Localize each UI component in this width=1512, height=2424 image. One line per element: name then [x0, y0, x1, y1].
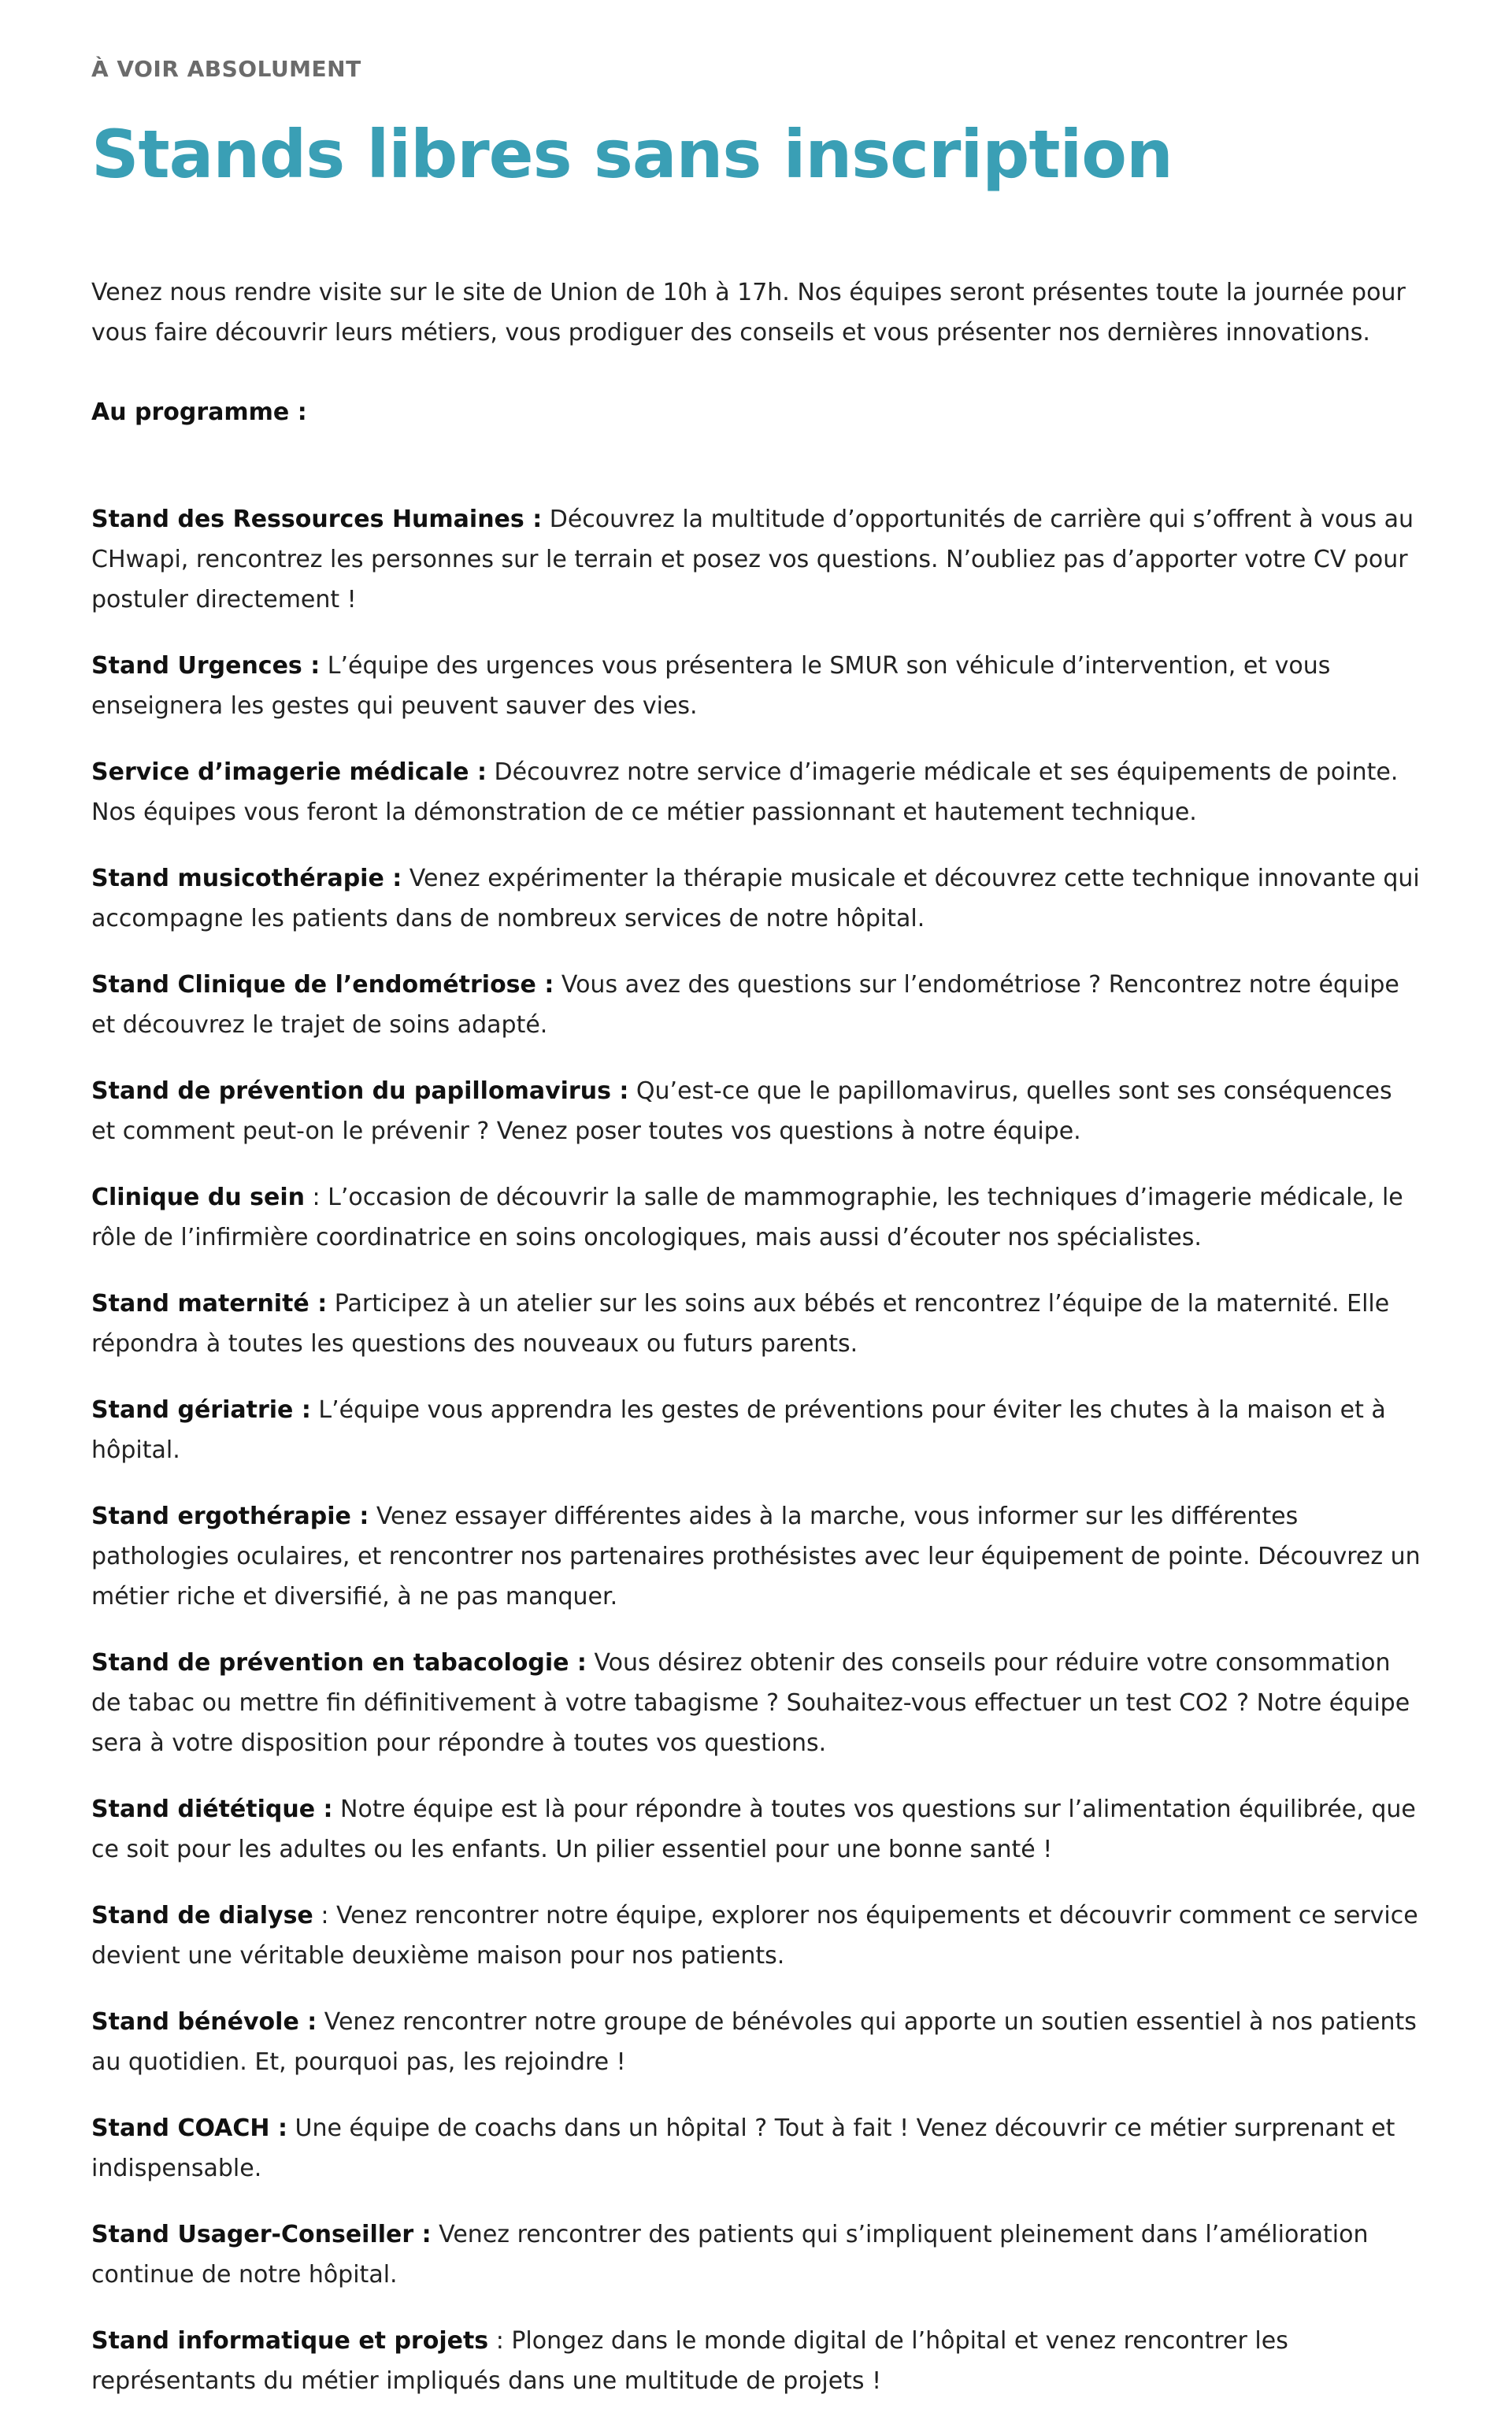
program-heading: Au programme :: [91, 398, 307, 426]
stand-item: [91, 965, 1421, 1045]
stand-list: [91, 499, 1421, 2401]
stand-item: [91, 2002, 1421, 2082]
stand-description: Découvrez la multitude d’opportunités de carrière qui s’offrent à vous au CHwapi, rencontrez les personnes sur le terrain et posez vos questions. N’oubliez pas d’apporter votre CV pour postuler directement !: [91, 506, 1414, 613]
stand-item: [91, 1390, 1421, 1470]
stand-name: Stand diététique :: [91, 1796, 333, 1823]
stand-name: Stand Usager-Conseiller :: [91, 2221, 432, 2248]
stand-item: [91, 2108, 1421, 2189]
stand-name: Stand Urgences :: [91, 652, 321, 680]
stand-name: Stand de dialyse: [91, 1902, 313, 1929]
stand-description: Participez à un atelier sur les soins aux bébés et rencontrez l’équipe de la maternité. Elle répondra à toutes les questions des nouveaux ou futurs parents.: [91, 1290, 1390, 1358]
stand-item: [91, 1177, 1421, 1258]
stand-description: Notre équipe est là pour répondre à toutes vos questions sur l’alimentation équilibrée, que ce soit pour les adultes ou les enfants. Un pilier essentiel pour une bonne santé !: [91, 1796, 1416, 1863]
stand-name: Stand musicothérapie :: [91, 865, 402, 892]
intro-paragraph: Venez nous rendre visite sur le site de Union de 10h à 17h. Nos équipes seront présentes toute la journée pour vous faire découvrir leurs métiers, vous prodiguer des conseils et vous présenter nos dernières innovations.: [91, 279, 1406, 347]
stand-description: L’équipe des urgences vous présentera le SMUR son véhicule d’intervention, et vous enseignera les gestes qui peuvent sauver des vies.: [91, 652, 1331, 720]
stand-name: Stand des Ressources Humaines :: [91, 506, 543, 533]
stand-item: [91, 1789, 1421, 1870]
stand-name: Stand de prévention du papillomavirus :: [91, 1077, 629, 1105]
stand-item: [91, 1643, 1421, 1763]
stand-item: [91, 1284, 1421, 1364]
stand-description: Venez rencontrer notre groupe de bénévoles qui apporte un soutien essentiel à nos patients au quotidien. Et, pourquoi pas, les rejoindre !: [91, 2008, 1417, 2076]
stand-name: Clinique du sein: [91, 1184, 305, 1211]
stand-description: Venez rencontrer des patients qui s’impliquent pleinement dans l’amélioration continue de notre hôpital.: [91, 2221, 1369, 2289]
stand-item: [91, 2321, 1421, 2401]
stand-name: Stand gériatrie :: [91, 1396, 311, 1424]
stand-description: L’équipe vous apprendra les gestes de préventions pour éviter les chutes à la maison et à hôpital.: [91, 1396, 1386, 1464]
stand-item: [91, 1496, 1421, 1617]
stand-item: [91, 752, 1421, 832]
stand-name: Service d’imagerie médicale :: [91, 758, 487, 786]
stand-name: Stand informatique et projets: [91, 2327, 489, 2355]
stand-description: Une équipe de coachs dans un hôpital ? Tout à fait ! Venez découvrir ce métier surprenant et indispensable.: [91, 2115, 1395, 2182]
stand-item: [91, 1071, 1421, 1151]
stand-name: Stand maternité :: [91, 1290, 328, 1318]
stand-name: Stand ergothérapie :: [91, 1503, 369, 1530]
stand-description: Qu’est-ce que le papillomavirus, quelles sont ses conséquences et comment peut-on le prévenir ? Venez poser toutes vos questions à notre équipe.: [91, 1077, 1392, 1145]
stand-item: [91, 858, 1421, 939]
stand-item: [91, 646, 1421, 726]
page-title: Stands libres sans inscription: [91, 116, 1173, 193]
stand-item: [91, 2215, 1421, 2295]
stand-name: Stand COACH :: [91, 2115, 287, 2142]
stand-description: : Venez rencontrer notre équipe, explorer nos équipements et découvrir comment ce service devient une véritable deuxième maison pour nos patients.: [91, 1902, 1418, 1970]
stand-item: [91, 499, 1421, 620]
stand-description: : L’occasion de découvrir la salle de mammographie, les techniques d’imagerie médicale, le rôle de l’infirmière coordinatrice en soins oncologiques, mais aussi d’écouter nos spécialistes.: [91, 1184, 1403, 1251]
stand-name: Stand bénévole :: [91, 2008, 317, 2036]
stand-description: : Plongez dans le monde digital de l’hôpital et venez rencontrer les représentants du métier impliqués dans une multitude de projets !: [91, 2327, 1288, 2395]
eyebrow-label: À VOIR ABSOLUMENT: [91, 56, 361, 82]
stand-item: [91, 1896, 1421, 1976]
stand-name: Stand de prévention en tabacologie :: [91, 1649, 587, 1677]
stand-description: Découvrez notre service d’imagerie médicale et ses équipements de pointe. Nos équipes vous feront la démonstration de ce métier passionnant et hautement technique.: [91, 758, 1399, 826]
stand-description: Vous avez des questions sur l’endométriose ? Rencontrez notre équipe et découvrez le trajet de soins adapté.: [91, 971, 1399, 1039]
stand-description: Venez essayer différentes aides à la marche, vous informer sur les différentes pathologies oculaires, et rencontrer nos partenaires prothésistes avec leur équipement de pointe. Découvrez un métier riche et diversifié, à ne pas manquer.: [91, 1503, 1421, 1610]
stand-name: Stand Clinique de l’endométriose :: [91, 971, 554, 999]
stand-description: Vous désirez obtenir des conseils pour réduire votre consommation de tabac ou mettre fin définitivement à votre tabagisme ? Souhaitez-vous effectuer un test CO2 ? Notre équipe sera à votre disposition pour répondre à toutes vos questions.: [91, 1649, 1410, 1757]
stand-description: Venez expérimenter la thérapie musicale et découvrez cette technique innovante qui accompagne les patients dans de nombreux services de notre hôpital.: [91, 865, 1420, 932]
